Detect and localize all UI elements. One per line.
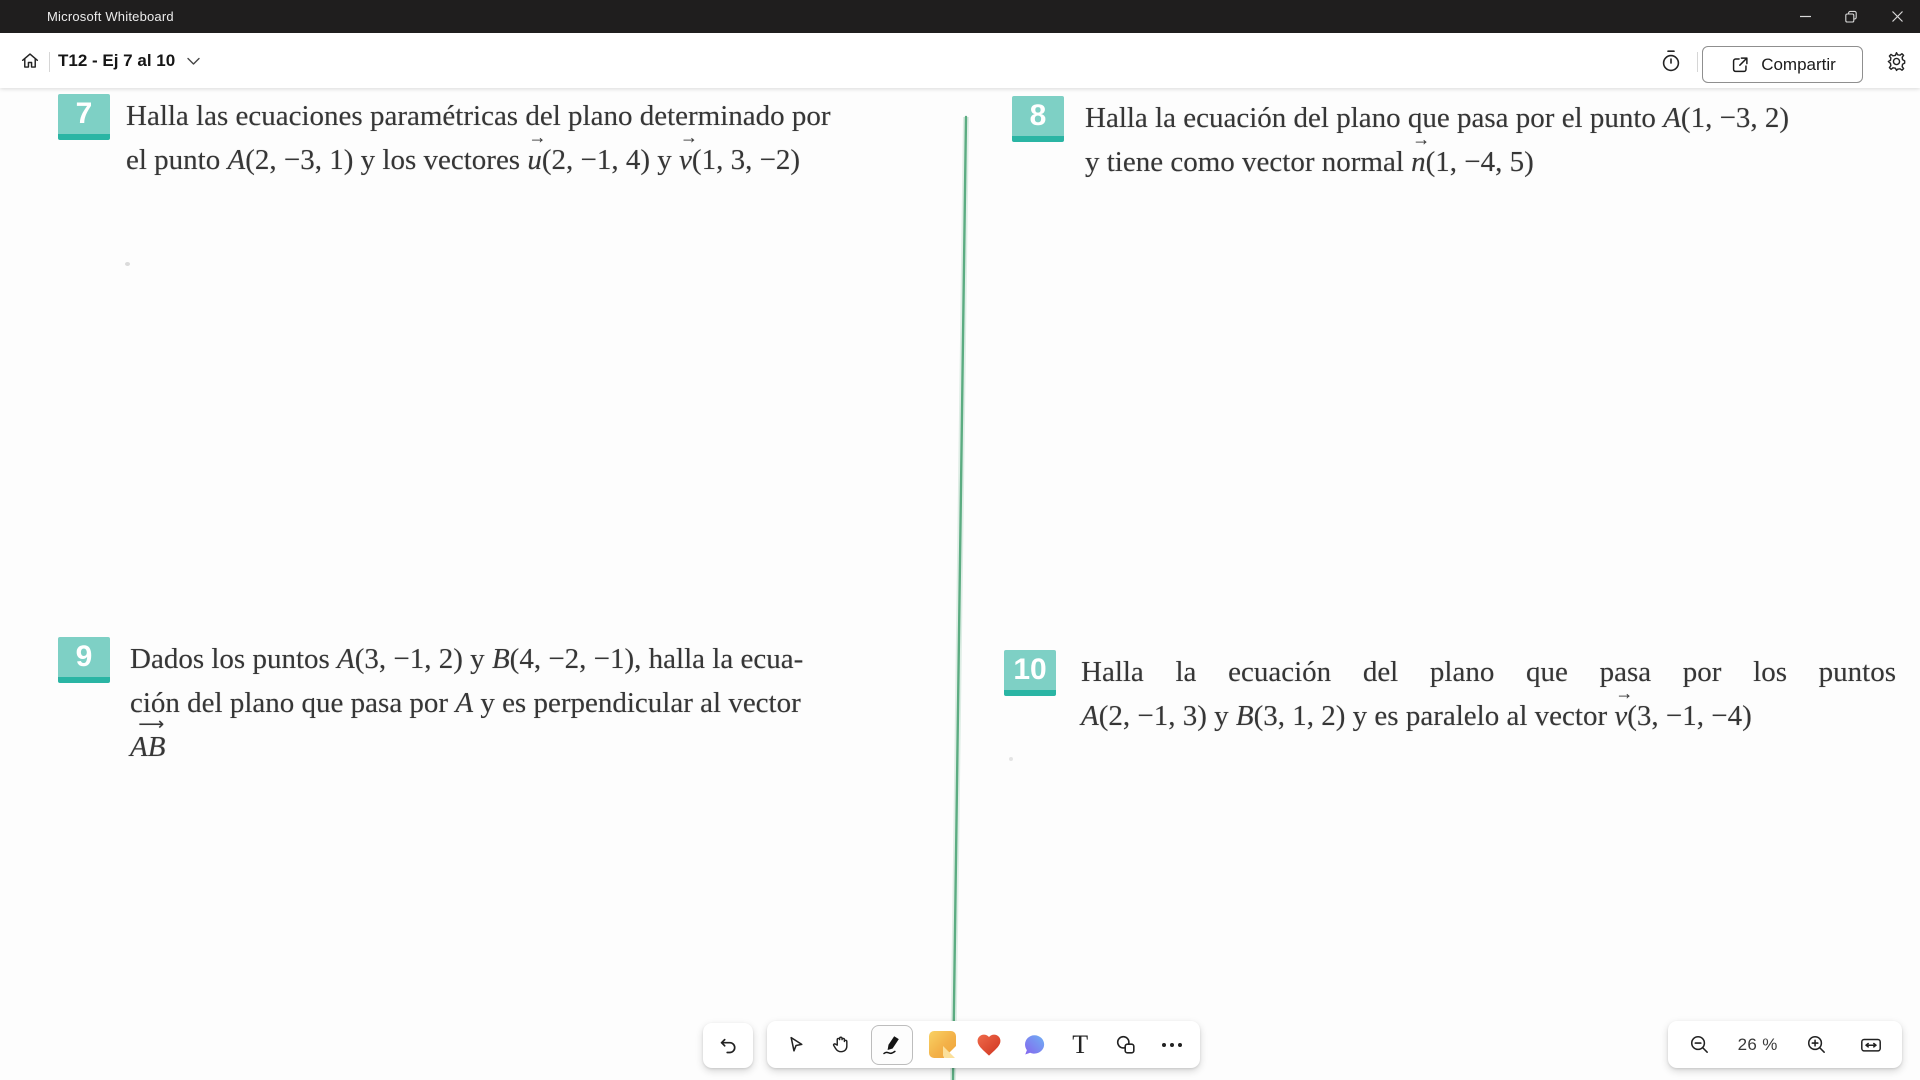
minimize-button[interactable] [1782,0,1828,33]
share-button[interactable] [1702,46,1863,83]
comment-bubble-icon [1020,1031,1048,1059]
vector-notation: → v [679,126,699,176]
text-tool-button[interactable] [1064,1025,1096,1065]
exercise-8[interactable] [1012,96,1895,184]
ink-speck [1009,757,1013,761]
exercise-text [1081,650,1896,738]
sticky-note-tool-button[interactable] [927,1025,959,1065]
reaction-tool-button[interactable] [973,1025,1005,1065]
shapes-icon [1114,1033,1138,1057]
vector-notation: ⟶ AB [130,725,165,769]
main-tool-panel [767,1021,1200,1068]
vector-notation: → u [527,126,547,176]
zoom-in-icon [1805,1033,1828,1056]
zoom-out-button[interactable] [1683,1025,1715,1065]
board-title: T12 - Ej 7 al 10 [58,51,176,70]
exercise-number-badge: 10 [1004,650,1056,696]
exercise-text-line: Halla las ecuaciones paramétricas del plano determinado por [126,100,831,132]
zoom-out-icon [1688,1033,1711,1056]
share-button-label: Compartir [1761,54,1836,74]
settings-gear-icon [1885,50,1908,73]
restore-button[interactable] [1828,0,1874,33]
more-options-icon [1162,1043,1182,1047]
chevron-down-icon [187,57,200,66]
close-button[interactable] [1874,0,1920,33]
fit-to-width-button[interactable] [1855,1025,1887,1065]
select-cursor-icon [784,1033,807,1056]
zoom-in-button[interactable] [1800,1025,1832,1065]
heart-icon [975,1031,1003,1059]
timer-button[interactable] [1656,47,1686,75]
divider [1697,52,1698,72]
more-options-button[interactable] [1156,1025,1188,1065]
window-titlebar [0,0,1920,33]
window-title: Microsoft Whiteboard [47,9,174,24]
app-toolbar [0,33,1920,88]
exercise-9[interactable] [58,637,935,769]
exercise-text-line: Halla la ecuación del plano que pasa por el punto A(1, −3, 2) [1085,102,1790,134]
zoom-level[interactable]: 26 % [1737,1034,1778,1054]
vector-arrow: → [1412,128,1431,149]
vector-notation: → n [1411,128,1431,178]
home-icon [19,50,41,72]
vector-arrow: → [528,126,547,147]
window-controls [1782,0,1920,33]
hand-icon [829,1033,852,1056]
pen-tool-button[interactable] [871,1025,913,1065]
divider [49,52,50,72]
minimize-icon [1799,10,1812,23]
vector-arrow: ⟶ [138,713,165,734]
sticky-note-icon [929,1031,956,1058]
exercise-text-line: ción del plano que pasa por A y es perpendicular al vector [130,687,801,719]
vector-arrow: → [680,126,699,147]
fit-to-width-icon [1859,1033,1883,1057]
settings-button[interactable] [1880,47,1912,75]
timer-icon [1659,48,1683,74]
exercise-number-badge: 9 [58,637,110,683]
vector-notation: → v [1614,682,1634,732]
exercise-number-badge: 7 [58,94,110,140]
exercise-text-line [130,713,935,769]
pen-icon [879,1032,905,1058]
exercise-text-line: y tiene como vector normal → n(1, −4, 5) [1085,140,1895,184]
undo-icon [716,1034,740,1058]
comment-tool-button[interactable] [1018,1025,1050,1065]
exercise-text [1085,96,1895,184]
close-icon [1891,10,1904,23]
exercise-number-badge: 8 [1012,96,1064,142]
exercise-text-line: Dados los puntos A(3, −1, 2) y B(4, −2, −1), halla la ecua- [130,643,804,675]
exercise-text [130,637,935,769]
exercise-10[interactable] [1004,650,1896,738]
shapes-tool-button[interactable] [1110,1025,1142,1065]
exercise-text-line: A(2, −1, 3) y B(3, 1, 2) y es paralelo al vector → v(3, −1, −4) [1081,694,1896,738]
exercise-7[interactable] [58,94,928,182]
select-tool-button[interactable] [779,1025,811,1065]
share-icon [1729,54,1751,76]
home-button[interactable] [14,45,46,77]
pan-tool-button[interactable] [825,1025,857,1065]
ink-speck [125,262,130,266]
restore-icon [1844,10,1858,24]
zoom-panel [1668,1021,1902,1068]
board-title-menu[interactable] [58,45,200,77]
vector-arrow: → [1615,682,1634,703]
exercise-text-line: Halla la ecuación del plano que pasa por los puntos [1081,656,1896,688]
undo-button[interactable] [712,1026,744,1066]
exercise-text [126,94,928,182]
exercise-text-line: el punto A(2, −3, 1) y los vectores → u(2, −1, 4) y → v(1, 3, −2) [126,138,928,182]
undo-panel [703,1023,753,1068]
text-tool-icon: T [1072,1029,1089,1059]
